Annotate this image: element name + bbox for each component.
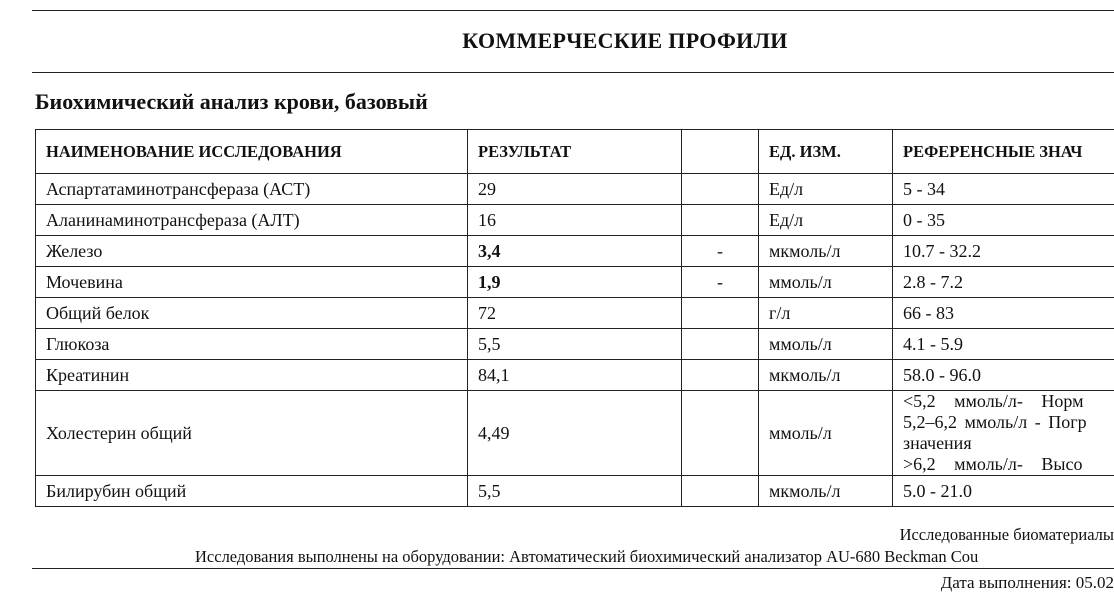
reference-line: значения [903, 433, 972, 453]
table-row [36, 360, 1114, 391]
result-flag [682, 360, 759, 391]
result-flag [682, 391, 759, 476]
test-result: 4,49 [468, 391, 682, 476]
reference-range: 4.1 - 5.9 [893, 329, 1114, 360]
reference-range: 5.0 - 21.0 [893, 476, 1114, 507]
reference-line: <5,2 ммоль/л- Норм [903, 391, 1084, 411]
test-result: 72 [468, 298, 682, 329]
test-unit: ммоль/л [759, 267, 893, 298]
result-flag [682, 476, 759, 507]
table-row [36, 329, 1114, 360]
test-unit: Ед/л [759, 174, 893, 205]
result-flag: - [682, 236, 759, 267]
reference-range: 2.8 - 7.2 [893, 267, 1114, 298]
top-divider [32, 10, 1114, 11]
column-header-reference: РЕФЕРЕНСНЫЕ ЗНАЧ [893, 130, 1114, 174]
completion-date: Дата выполнения: 05.02 [940, 573, 1114, 592]
test-name: Аспартатаминотрансфераза (АСТ) [36, 174, 468, 205]
result-flag [682, 329, 759, 360]
equipment-note: Исследования выполнены на оборудовании: Автоматический биохимический анализатор AU-680 Beckman Cou [195, 547, 979, 566]
table-row [36, 391, 1114, 476]
section-title: Биохимический анализ крови, базовый [35, 89, 428, 114]
table-row [36, 298, 1114, 329]
reference-range: 0 - 35 [893, 205, 1114, 236]
test-result: 5,5 [468, 476, 682, 507]
test-unit: ммоль/л [759, 329, 893, 360]
column-header-unit: ЕД. ИЗМ. [759, 130, 893, 174]
reference-range [893, 391, 1114, 476]
page-title: КОММЕРЧЕСКИЕ ПРОФИЛИ [462, 28, 788, 53]
result-flag [682, 174, 759, 205]
test-unit: мкмоль/л [759, 476, 893, 507]
test-result: 16 [468, 205, 682, 236]
test-unit: мкмоль/л [759, 360, 893, 391]
table-row [36, 174, 1114, 205]
test-name: Билирубин общий [36, 476, 468, 507]
test-result: 1,9 [468, 267, 682, 298]
result-flag: - [682, 267, 759, 298]
test-name: Железо [36, 236, 468, 267]
reference-range: 58.0 - 96.0 [893, 360, 1114, 391]
column-header-flag [682, 130, 759, 174]
results-table [35, 129, 1114, 507]
result-flag [682, 298, 759, 329]
test-unit: Ед/л [759, 205, 893, 236]
test-result: 3,4 [468, 236, 682, 267]
test-name: Общий белок [36, 298, 468, 329]
table-row [36, 267, 1114, 298]
test-unit: ммоль/л [759, 391, 893, 476]
title-divider [32, 72, 1114, 73]
reference-range: 5 - 34 [893, 174, 1114, 205]
result-flag [682, 205, 759, 236]
footer-divider [32, 568, 1114, 569]
column-header-name: НАИМЕНОВАНИЕ ИССЛЕДОВАНИЯ [36, 130, 468, 174]
table-header-row [36, 130, 1114, 174]
table-row [36, 236, 1114, 267]
reference-range: 10.7 - 32.2 [893, 236, 1114, 267]
test-result: 29 [468, 174, 682, 205]
test-name: Холестерин общий [36, 391, 468, 476]
reference-line: 5,2–6,2 ммоль/л - Погр [903, 412, 1087, 432]
test-name: Креатинин [36, 360, 468, 391]
test-result: 5,5 [468, 329, 682, 360]
test-unit: г/л [759, 298, 893, 329]
test-result: 84,1 [468, 360, 682, 391]
test-name: Аланинаминотрансфераза (АЛТ) [36, 205, 468, 236]
reference-range: 66 - 83 [893, 298, 1114, 329]
test-name: Мочевина [36, 267, 468, 298]
table-row [36, 205, 1114, 236]
reference-line: >6,2 ммоль/л- Высо [903, 454, 1083, 474]
table-row [36, 476, 1114, 507]
biomaterials-note: Исследованные биоматериалы [899, 525, 1114, 544]
column-header-result: РЕЗУЛЬТАТ [468, 130, 682, 174]
test-name: Глюкоза [36, 329, 468, 360]
test-unit: мкмоль/л [759, 236, 893, 267]
